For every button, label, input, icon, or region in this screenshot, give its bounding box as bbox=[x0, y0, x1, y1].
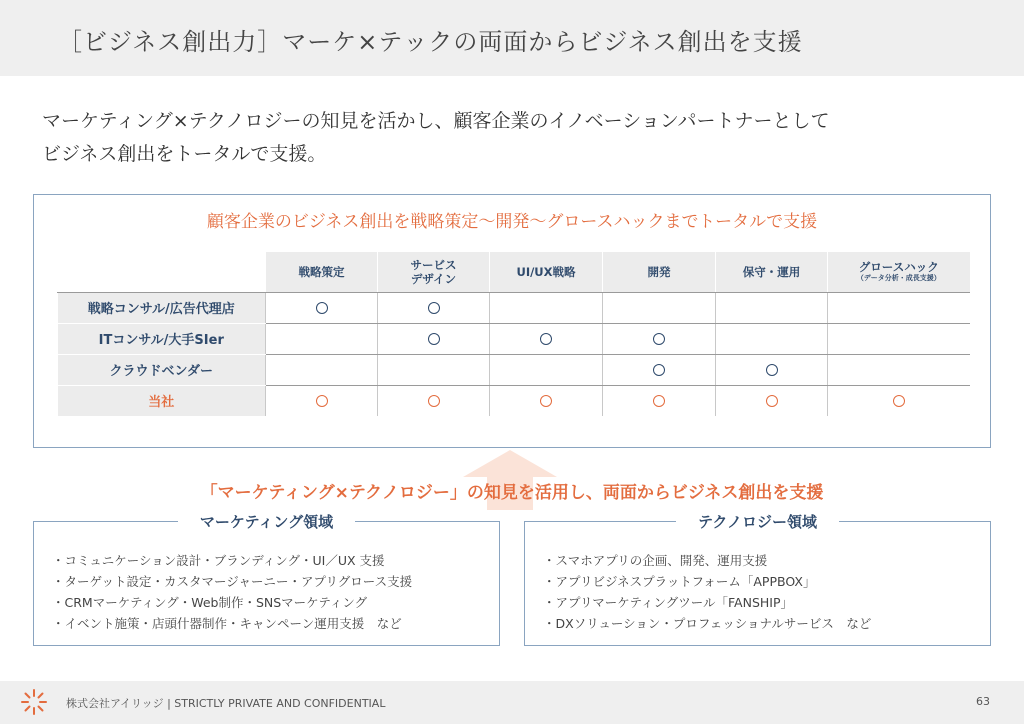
table-row bbox=[58, 385, 970, 416]
page-number: 63 bbox=[976, 695, 990, 708]
circle-mark-icon bbox=[540, 333, 552, 345]
row-label: 戦略コンサル/広告代理店 bbox=[58, 292, 266, 323]
row-label: ITコンサル/大手SIer bbox=[58, 323, 266, 354]
capability-matrix-table bbox=[57, 252, 970, 417]
matrix-cell bbox=[828, 292, 970, 323]
table-row bbox=[58, 323, 970, 354]
marketing-domain-box bbox=[33, 513, 500, 646]
marketing-list bbox=[52, 550, 412, 634]
technology-domain-box bbox=[524, 513, 991, 646]
column-label: 開発 bbox=[647, 264, 671, 279]
circle-mark-icon bbox=[428, 395, 440, 407]
matrix-cell bbox=[266, 354, 378, 385]
capability-matrix-box bbox=[33, 194, 991, 448]
matrix-cell bbox=[828, 385, 970, 416]
column-label: サービス デザイン bbox=[410, 257, 457, 286]
matrix-header-row bbox=[58, 252, 970, 292]
list-item: ・イベント施策・店頭什器制作・キャンペーン運用支援 など bbox=[52, 616, 402, 631]
matrix-cell bbox=[828, 323, 970, 354]
circle-mark-icon bbox=[428, 302, 440, 314]
circle-mark-icon bbox=[316, 395, 328, 407]
technology-list bbox=[543, 550, 871, 634]
row-label: 当社 bbox=[58, 385, 266, 416]
row-label: クラウドベンダー bbox=[58, 354, 266, 385]
matrix-cell bbox=[378, 385, 490, 416]
matrix-cell bbox=[603, 292, 716, 323]
matrix-cell bbox=[490, 292, 603, 323]
matrix-cell bbox=[490, 354, 603, 385]
matrix-heading: 顧客企業のビジネス創出を戦略策定〜開発〜グロースハックまでトータルで支援 bbox=[206, 212, 818, 232]
circle-mark-icon bbox=[316, 302, 328, 314]
table-row bbox=[58, 292, 970, 323]
matrix-column-header bbox=[266, 252, 378, 292]
matrix-cell bbox=[716, 323, 828, 354]
intro-line-2: ビジネス創出をトータルで支援。 bbox=[42, 143, 327, 165]
matrix-cell bbox=[828, 354, 970, 385]
page-title: ［ビジネス創出力］マーケ×テックの両面からビジネス創出を支援 bbox=[58, 28, 803, 56]
footer-company-text: 株式会社アイリッジ | STRICTLY PRIVATE AND CONFIDENTIAL bbox=[66, 697, 386, 710]
matrix-cell bbox=[716, 292, 828, 323]
matrix-column-header bbox=[828, 252, 970, 292]
matrix-cell bbox=[603, 385, 716, 416]
circle-mark-icon bbox=[766, 364, 778, 376]
company-logo-icon bbox=[20, 688, 48, 716]
matrix-column-header bbox=[603, 252, 716, 292]
list-item: ・ターゲット設定・カスタマージャーニー・アプリグロース支援 bbox=[52, 574, 413, 589]
matrix-cell bbox=[490, 323, 603, 354]
matrix-cell bbox=[603, 323, 716, 354]
matrix-corner-cell bbox=[58, 252, 266, 292]
matrix-column-header bbox=[490, 252, 603, 292]
matrix-column-header bbox=[716, 252, 828, 292]
list-item: ・CRMマーケティング・Web制作・SNSマーケティング bbox=[52, 595, 368, 610]
circle-mark-icon bbox=[893, 395, 905, 407]
matrix-cell bbox=[266, 323, 378, 354]
circle-mark-icon bbox=[540, 395, 552, 407]
circle-mark-icon bbox=[653, 364, 665, 376]
column-sublabel: （データ分析・成長支援） bbox=[856, 274, 941, 283]
matrix-cell bbox=[266, 385, 378, 416]
list-item: ・アプリビジネスプラットフォーム「APPBOX」 bbox=[543, 574, 816, 589]
intro-text bbox=[42, 105, 992, 171]
column-label: 戦略策定 bbox=[298, 264, 345, 279]
matrix-cell bbox=[378, 292, 490, 323]
circle-mark-icon bbox=[653, 333, 665, 345]
column-label: UI/UX戦略 bbox=[516, 264, 576, 279]
column-label: 保守・運用 bbox=[742, 264, 801, 279]
circle-mark-icon bbox=[653, 395, 665, 407]
column-label: グロースハック bbox=[858, 260, 939, 275]
matrix-cell bbox=[378, 323, 490, 354]
intro-line-1: マーケティング×テクノロジーの知見を活かし、顧客企業のイノベーションパートナーとして bbox=[42, 110, 830, 132]
technology-domain-title: テクノロジー領域 bbox=[676, 512, 839, 532]
matrix-cell bbox=[490, 385, 603, 416]
matrix-cell bbox=[716, 354, 828, 385]
matrix-column-header bbox=[378, 252, 490, 292]
header-bar bbox=[0, 0, 1024, 76]
circle-mark-icon bbox=[428, 333, 440, 345]
list-item: ・スマホアプリの企画、開発、運用支援 bbox=[543, 553, 768, 568]
list-item: ・アプリマーケティングツール「FANSHIP」 bbox=[543, 595, 794, 610]
list-item: ・DXソリューション・プロフェッショナルサービス など bbox=[543, 616, 872, 631]
circle-mark-icon bbox=[766, 395, 778, 407]
matrix-cell bbox=[378, 354, 490, 385]
marketing-domain-title: マーケティング領域 bbox=[178, 512, 355, 532]
list-item: ・コミュニケーション設計・ブランディング・UI／UX 支援 bbox=[52, 553, 385, 568]
matrix-cell bbox=[266, 292, 378, 323]
tagline: 「マーケティング×テクノロジー」の知見を活用し、両面からビジネス創出を支援 bbox=[200, 483, 824, 503]
table-row bbox=[58, 354, 970, 385]
matrix-cell bbox=[716, 385, 828, 416]
matrix-cell bbox=[603, 354, 716, 385]
footer-bar bbox=[0, 681, 1024, 724]
